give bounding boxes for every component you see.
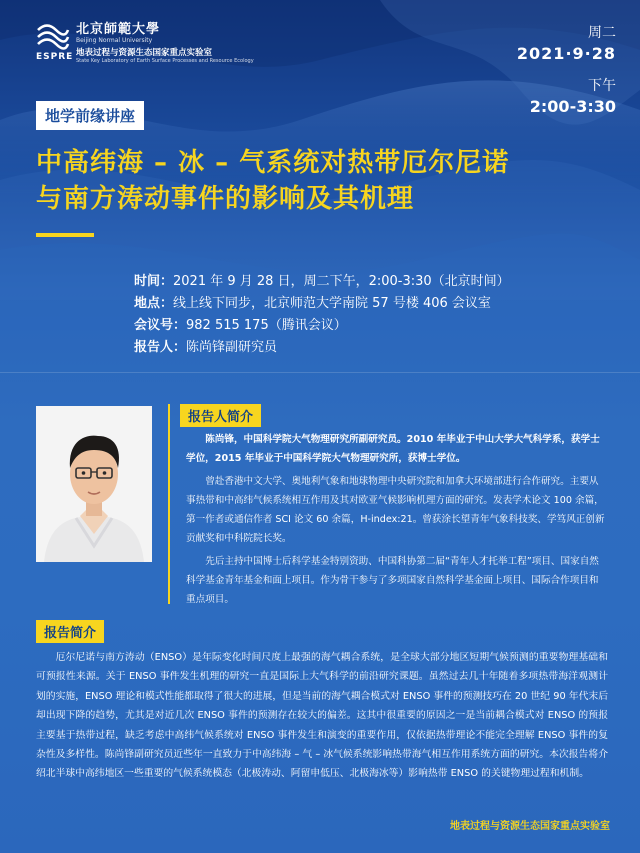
university-name-cn: 北京師範大學 bbox=[76, 22, 161, 37]
info-value: 982 515 175（腾讯会议） bbox=[186, 318, 347, 333]
event-date: 2021·9·28 bbox=[516, 44, 616, 63]
speaker-portrait-icon bbox=[36, 406, 152, 562]
bio-paragraph: 曾赴香港中文大学、奥地利气象和地球物理中央研究院和加拿大环境部进行合作研究。主要从事热带和中高纬气候系统相互作用及其对欧亚气候影响机理方面的研究。发表学术论文 100 余篇，第一作者或通信作者 SCI 论文 60 余篇，H-index:21。曾获涂长望青年气象科技奖、学笃风正创新贡献奖和中科院院长奖。 bbox=[186, 476, 605, 544]
speaker-photo bbox=[36, 406, 152, 562]
am-pm: 下午 bbox=[588, 78, 616, 94]
info-meeting-id bbox=[134, 315, 510, 337]
event-info bbox=[134, 271, 510, 359]
lab-name-cn: 地表过程与资源生态国家重点实验室 bbox=[76, 48, 213, 58]
info-value: 陈尚锋副研究员 bbox=[186, 340, 278, 355]
lab-abbreviation: ESPRE bbox=[36, 52, 74, 62]
bio-paragraph: 陈尚锋，中国科学院大气物理研究所副研究员。2010 年毕业于中山大学大气科学系，获学士学位，2015 年毕业于中国科学院大气物理研究所，获博士学位。 bbox=[186, 434, 600, 464]
footer-lab-name: 地表过程与资源生态国家重点实验室 bbox=[450, 821, 610, 832]
info-key: 报告人： bbox=[134, 340, 187, 355]
lab-name-en: State Key Laboratory of Earth Surface Processes and Resource Ecology bbox=[76, 58, 254, 64]
series-tag: 地学前缘讲座 bbox=[36, 101, 144, 130]
schedule-block bbox=[517, 22, 616, 116]
info-location bbox=[134, 293, 510, 315]
section-divider bbox=[0, 372, 640, 373]
speaker-section-line bbox=[168, 404, 170, 604]
speaker-section-label: 报告人简介 bbox=[180, 404, 261, 427]
abstract-section-label: 报告简介 bbox=[36, 620, 104, 643]
lab-logo-icon bbox=[36, 18, 70, 52]
event-time: 2:00-3:30 bbox=[529, 97, 616, 116]
info-value: 2021 年 9 月 28 日，周二下午，2:00-3:30（北京时间） bbox=[173, 274, 510, 289]
info-value: 线上线下同步，北京师范大学南院 57 号楼 406 会议室 bbox=[173, 296, 491, 311]
info-time bbox=[134, 271, 510, 293]
info-key: 地点： bbox=[134, 296, 174, 311]
title-underline bbox=[36, 233, 94, 237]
info-key: 会议号： bbox=[134, 318, 187, 333]
weekday: 周二 bbox=[588, 25, 616, 41]
speaker-bio bbox=[186, 430, 606, 613]
info-speaker bbox=[134, 337, 510, 359]
lecture-title bbox=[36, 145, 616, 217]
abstract-text: 厄尔尼诺与南方涛动（ENSO）是年际变化时间尺度上最强的海气耦合系统，是全球大部分地区短期气候预测的重要物理基础和可预报性来源。关于 ENSO 事件发生机理的研究一直是国际上大气科学的前沿研究课题。虽然过去几十年随着多项热带海洋观测计划的实施，ENSO 理论和模式性能都取得了很大的进展，但是当前的海气耦合模式对 ENSO 事件的预测技巧在 20 世纪 90 年代末后却出现下降的趋势，尤其是对近几次 ENSO 事件的预测存在较大的偏差。这其中很重要的原因之一是当前耦合模式对 ENSO 的预报主要基于热带过程，缺乏考虑中高纬气候系统对 ENSO 事件发生和演变的重要作用，仅依据热带理论不能完全理解 ENSO 事件的复杂性及多样性。陈尚锋副研究员近些年一直致力于中高纬海 – 气 – 冰气候系统影响热带海气相互作用系统方面的研究。本次报告将介绍北半球中高纬地区一些重要的气候系统模态（北极涛动、阿留申低压、北极海冰等）影响热带 ENSO 的关键物理过程和机制。 bbox=[36, 652, 608, 780]
title-line-2: 与南方涛动事件的影响及其机理 bbox=[36, 184, 415, 214]
bio-paragraph: 先后主持中国博士后科学基金特别资助、中国科协第二届“青年人才托举工程”项目、国家自然科学基金青年基金和面上项目。作为骨干参与了多项国家自然科学基金面上项目、国际合作项目和重点项目。 bbox=[186, 556, 599, 605]
title-line-1: 中高纬海 – 冰 – 气系统对热带厄尔尼诺 bbox=[36, 148, 510, 178]
info-key: 时间： bbox=[134, 274, 174, 289]
university-name-en: Beijing Normal University bbox=[76, 37, 153, 44]
